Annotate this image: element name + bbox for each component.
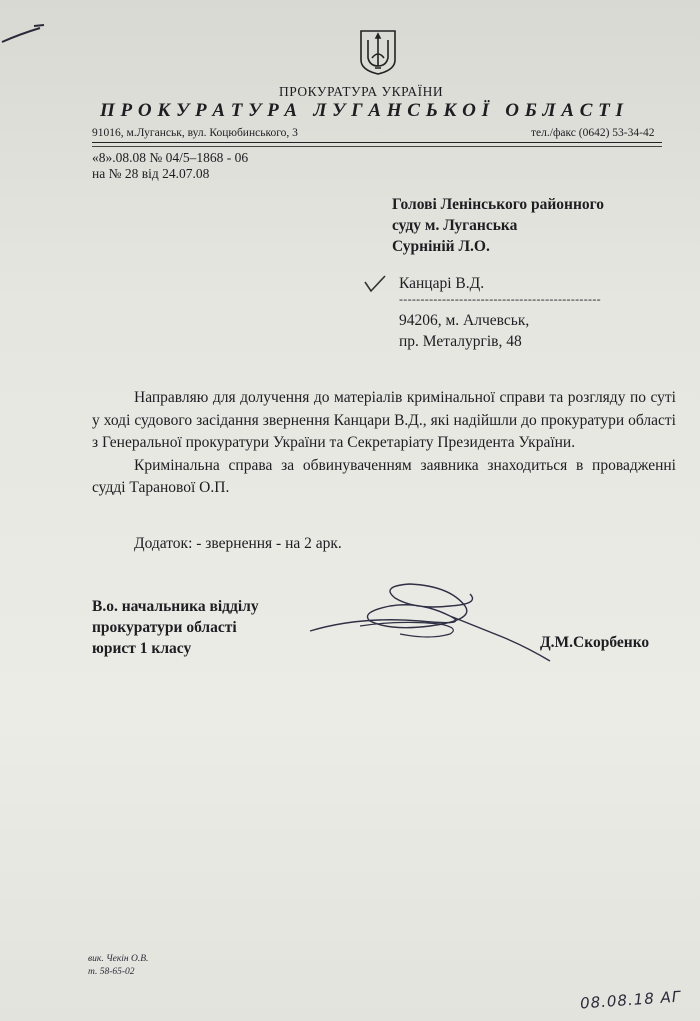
- body-paragraph-1: Направляю для долучення до матеріалів кримінальної справи та розгляду по суті у ході судового засідання звернення Канцари В.Д., які надійшли до прокуратури області з Генеральної прокуратури України та Секретаріату Президента України.: [92, 389, 676, 451]
- copy-recipient-name: Канцарі В.Д.: [399, 275, 485, 292]
- attachment-note: Додаток: - звернення - на 2 арк.: [134, 535, 342, 552]
- executor-name: вик. Чекін О.В.: [88, 954, 149, 964]
- reply-reference: на № 28 від 24.07.08: [92, 166, 210, 181]
- header-rule-thick: [92, 142, 662, 143]
- addressee-line-2: суду м. Луганська: [392, 217, 518, 234]
- org-main-title: П Р О К У Р А Т У Р А Л У Г А Н С Ь К О Ї О Б Л А С Т І: [100, 100, 624, 121]
- addressee-line-3: Сурніній Л.О.: [392, 238, 490, 255]
- body-paragraph-2: Кримінальна справа за обвинуваченням заявника знаходиться в провадженні судді Таранової О.П.: [92, 456, 676, 496]
- outgoing-number: «8».08.08 № 04/5–1868 - 06: [92, 150, 249, 165]
- copy-separator: -----------------------------------------------: [399, 292, 601, 306]
- pen-mark: [0, 20, 60, 50]
- signer-name: Д.М.Скорбенко: [540, 634, 650, 651]
- handwritten-signature: [300, 576, 560, 666]
- letter-body: [92, 387, 676, 500]
- org-top-title: ПРОКУРАТУРА УКРАЇНИ: [279, 84, 444, 99]
- header-rule-thin: [92, 146, 662, 147]
- signer-title-3: юрист 1 класу: [92, 640, 192, 657]
- org-address: 91016, м.Луганськ, вул. Коцюбинського, 3: [92, 127, 298, 139]
- coat-of-arms-icon: [358, 28, 398, 76]
- handwritten-registration-date: 08.08.18 АГ: [579, 987, 682, 1013]
- check-mark-icon: [363, 274, 387, 294]
- executor-phone: т. 58-65-02: [88, 967, 135, 977]
- copy-address-line-1: 94206, м. Алчевськ,: [399, 312, 530, 329]
- addressee-line-1: Голові Ленінського районного: [392, 196, 605, 213]
- org-phone: тел./факс (0642) 53-34-42: [531, 127, 655, 139]
- copy-address-line-2: пр. Металургів, 48: [399, 333, 522, 350]
- signer-title-2: прокуратури області: [92, 619, 237, 636]
- signer-title-1: В.о. начальника відділу: [92, 598, 259, 615]
